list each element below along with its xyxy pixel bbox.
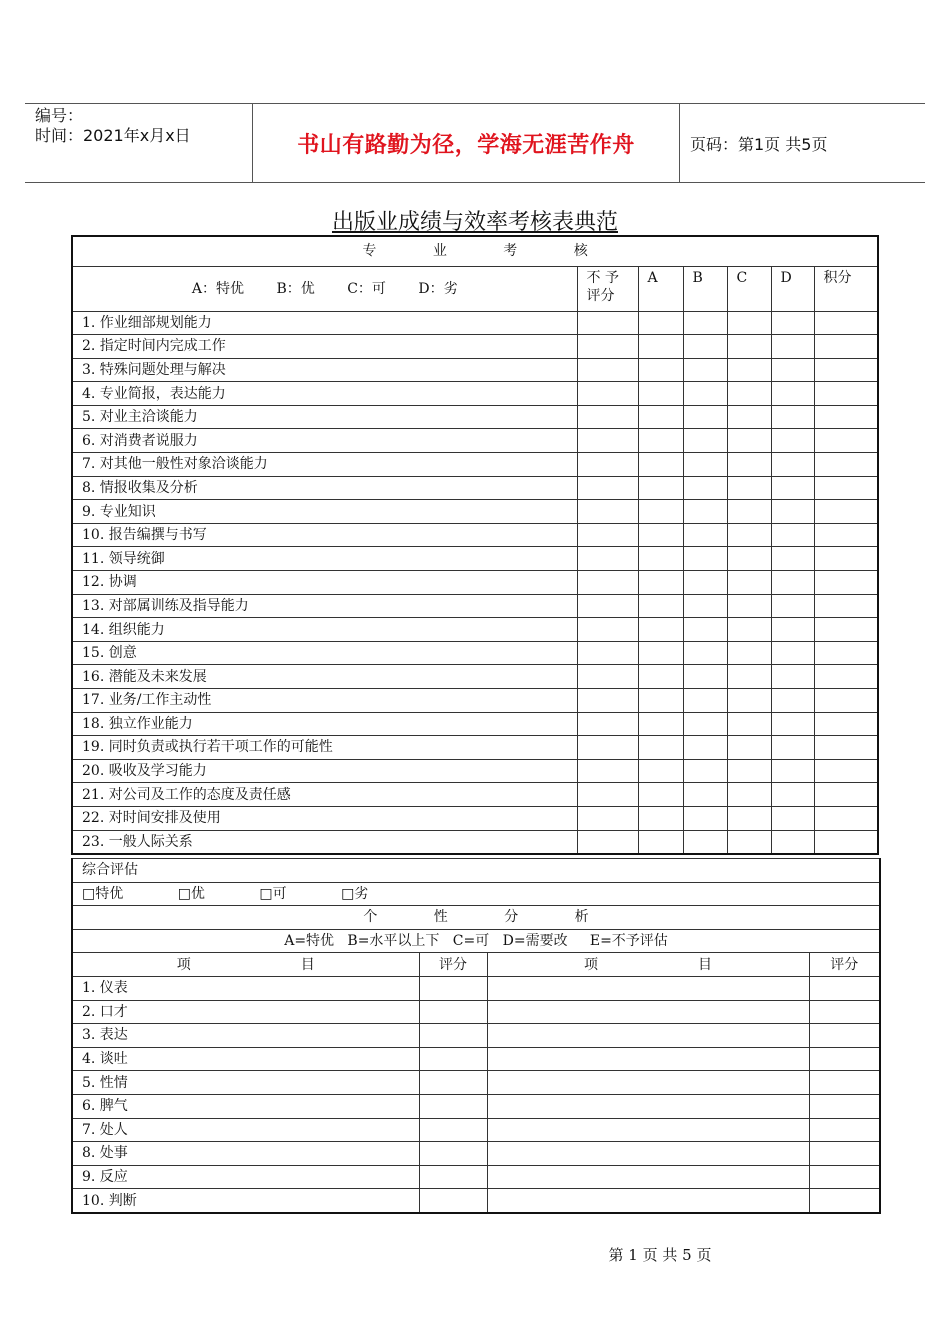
score-cell-c[interactable] (727, 618, 771, 642)
criterion-label: 17. 业务/工作主动性 (72, 689, 577, 713)
score-cell-d[interactable] (771, 759, 814, 783)
score-cell-b[interactable] (683, 618, 727, 642)
score-cell-c[interactable] (727, 500, 771, 524)
score-cell-c[interactable] (727, 476, 771, 500)
motto: 书山有路勤为径，学海无涯苦作舟 (253, 104, 680, 182)
table-row (72, 523, 878, 547)
personality-section-title: 个 性 分 析 (72, 906, 880, 930)
table-row (72, 476, 878, 500)
score-cell-c[interactable] (727, 759, 771, 783)
score-cell-c[interactable] (727, 523, 771, 547)
score-cell-c[interactable] (727, 311, 771, 335)
table-row (72, 335, 878, 359)
page-info: 页码：第1页 共5页 (690, 134, 828, 154)
score-cell-total[interactable] (814, 594, 878, 618)
score-cell-a[interactable] (638, 806, 683, 830)
score-cell-d[interactable] (771, 358, 814, 382)
score-cell-b[interactable] (683, 759, 727, 783)
score-cell-b[interactable] (683, 358, 727, 382)
score-cell-no-score[interactable] (577, 358, 638, 382)
score-cell-b[interactable] (683, 311, 727, 335)
score-cell-c[interactable] (727, 736, 771, 760)
cell-item-right[interactable] (487, 1047, 809, 1071)
cell-score-right[interactable] (809, 1071, 880, 1095)
score-cell-d[interactable] (771, 712, 814, 736)
trait-label: 6. 脾气 (72, 1094, 419, 1118)
score-cell-c[interactable] (727, 806, 771, 830)
score-cell-b[interactable] (683, 405, 727, 429)
score-cell-a[interactable] (638, 382, 683, 406)
criterion-label: 8. 情报收集及分析 (72, 476, 577, 500)
trait-label: 2. 口才 (72, 1000, 419, 1024)
score-cell-total[interactable] (814, 335, 878, 359)
cell-item-right[interactable] (487, 1024, 809, 1048)
cell-score-right[interactable] (809, 1024, 880, 1048)
cell-item-right[interactable] (487, 976, 809, 1000)
score-cell-no-score[interactable] (577, 830, 638, 854)
cell-score-left[interactable] (419, 1071, 487, 1095)
score-cell-b[interactable] (683, 382, 727, 406)
score-cell-no-score[interactable] (577, 594, 638, 618)
table-row (72, 547, 878, 571)
score-cell-a[interactable] (638, 759, 683, 783)
score-cell-b[interactable] (683, 500, 727, 524)
score-cell-b[interactable] (683, 712, 727, 736)
cell-score-left[interactable] (419, 1094, 487, 1118)
score-cell-no-score[interactable] (577, 382, 638, 406)
overall-evaluation-options (72, 882, 880, 906)
score-cell-no-score[interactable] (577, 335, 638, 359)
table-row (72, 830, 878, 854)
score-cell-a[interactable] (638, 311, 683, 335)
table-row (72, 405, 878, 429)
score-cell-d[interactable] (771, 618, 814, 642)
cell-score-right[interactable] (809, 1000, 880, 1024)
cell-item-right[interactable] (487, 1142, 809, 1166)
score-cell-total[interactable] (814, 547, 878, 571)
table-row (72, 571, 878, 595)
score-cell-total[interactable] (814, 641, 878, 665)
score-cell-d[interactable] (771, 429, 814, 453)
score-cell-total[interactable] (814, 311, 878, 335)
score-cell-total[interactable] (814, 806, 878, 830)
cell-score-right[interactable] (809, 976, 880, 1000)
score-cell-no-score[interactable] (577, 736, 638, 760)
score-cell-no-score[interactable] (577, 523, 638, 547)
cell-item-right[interactable] (487, 1094, 809, 1118)
criterion-label: 11. 领导统御 (72, 547, 577, 571)
score-cell-a[interactable] (638, 830, 683, 854)
score-cell-b[interactable] (683, 523, 727, 547)
score-cell-total[interactable] (814, 523, 878, 547)
criterion-label: 20. 吸收及学习能力 (72, 759, 577, 783)
score-cell-a[interactable] (638, 476, 683, 500)
score-cell-total[interactable] (814, 571, 878, 595)
score-cell-a[interactable] (638, 547, 683, 571)
criterion-label: 14. 组织能力 (72, 618, 577, 642)
table-row (72, 759, 878, 783)
score-cell-b[interactable] (683, 806, 727, 830)
criterion-label: 15. 创意 (72, 641, 577, 665)
score-cell-b[interactable] (683, 736, 727, 760)
score-cell-total[interactable] (814, 830, 878, 854)
time-label: 时间：2021年x月x日 (35, 126, 191, 145)
table-row (72, 382, 878, 406)
score-cell-b[interactable] (683, 571, 727, 595)
professional-grade-legend: A：特优 B：优 C：可 D：劣 (72, 266, 577, 311)
score-cell-no-score[interactable] (577, 641, 638, 665)
criterion-label: 19. 同时负责或执行若干项工作的可能性 (72, 736, 577, 760)
personality-grade-legend: A=特优 B=水平以上下 C=可 D=需要改 E=不予评估 (72, 929, 880, 953)
cell-item-right[interactable] (487, 1071, 809, 1095)
score-cell-c[interactable] (727, 547, 771, 571)
score-cell-d[interactable] (771, 311, 814, 335)
checkbox-good[interactable]: □优 (177, 885, 205, 902)
col-header-no-score: 不 予 评分 (577, 266, 638, 311)
cell-item-right[interactable] (487, 1165, 809, 1189)
criterion-label: 13. 对部属训练及指导能力 (72, 594, 577, 618)
trait-label: 3. 表达 (72, 1024, 419, 1048)
score-cell-c[interactable] (727, 594, 771, 618)
table-row (72, 358, 878, 382)
document-title (0, 205, 950, 236)
criterion-label: 10. 报告编撰与书写 (72, 523, 577, 547)
cell-score-right[interactable] (809, 1094, 880, 1118)
score-cell-total[interactable] (814, 476, 878, 500)
criterion-label: 6. 对消费者说服力 (72, 429, 577, 453)
score-cell-a[interactable] (638, 783, 683, 807)
score-cell-d[interactable] (771, 500, 814, 524)
trait-label: 10. 判断 (72, 1189, 419, 1213)
score-cell-b[interactable] (683, 689, 727, 713)
cell-score-left[interactable] (419, 1142, 487, 1166)
score-cell-a[interactable] (638, 335, 683, 359)
score-cell-total[interactable] (814, 759, 878, 783)
col-header-c: C (727, 266, 771, 311)
score-cell-total[interactable] (814, 429, 878, 453)
score-cell-d[interactable] (771, 547, 814, 571)
col-header-item-left: 项 目 (72, 953, 419, 977)
score-cell-a[interactable] (638, 736, 683, 760)
number-label: 编号： (35, 106, 84, 125)
score-cell-no-score[interactable] (577, 783, 638, 807)
cell-score-left[interactable] (419, 1047, 487, 1071)
score-cell-a[interactable] (638, 571, 683, 595)
score-cell-no-score[interactable] (577, 618, 638, 642)
page-footer: 第 1 页 共 5 页 (608, 1246, 712, 1264)
score-cell-c[interactable] (727, 358, 771, 382)
score-cell-no-score[interactable] (577, 429, 638, 453)
score-cell-no-score[interactable] (577, 689, 638, 713)
score-cell-b[interactable] (683, 476, 727, 500)
criterion-label: 4. 专业简报，表达能力 (72, 382, 577, 406)
score-cell-total[interactable] (814, 712, 878, 736)
score-cell-c[interactable] (727, 830, 771, 854)
score-cell-no-score[interactable] (577, 759, 638, 783)
score-cell-a[interactable] (638, 594, 683, 618)
cell-score-right[interactable] (809, 1165, 880, 1189)
score-cell-no-score[interactable] (577, 453, 638, 477)
table-row (72, 594, 878, 618)
trait-label: 7. 处人 (72, 1118, 419, 1142)
score-cell-d[interactable] (771, 523, 814, 547)
score-cell-c[interactable] (727, 453, 771, 477)
score-cell-d[interactable] (771, 806, 814, 830)
table-row (72, 1165, 880, 1189)
criterion-label: 12. 协调 (72, 571, 577, 595)
score-cell-b[interactable] (683, 665, 727, 689)
table-row (72, 1189, 880, 1213)
trait-label: 1. 仪表 (72, 976, 419, 1000)
score-cell-a[interactable] (638, 712, 683, 736)
table-row (72, 1024, 880, 1048)
score-cell-d[interactable] (771, 594, 814, 618)
score-cell-no-score[interactable] (577, 547, 638, 571)
score-cell-c[interactable] (727, 429, 771, 453)
score-cell-c[interactable] (727, 712, 771, 736)
score-cell-a[interactable] (638, 453, 683, 477)
header-meta (25, 104, 253, 182)
cell-score-left[interactable] (419, 1118, 487, 1142)
checkbox-fair[interactable]: □可 (259, 885, 287, 902)
score-cell-no-score[interactable] (577, 405, 638, 429)
score-cell-c[interactable] (727, 689, 771, 713)
score-cell-total[interactable] (814, 382, 878, 406)
cell-score-left[interactable] (419, 1189, 487, 1213)
table-row (72, 1118, 880, 1142)
score-cell-c[interactable] (727, 405, 771, 429)
score-cell-c[interactable] (727, 665, 771, 689)
score-cell-d[interactable] (771, 476, 814, 500)
score-cell-a[interactable] (638, 358, 683, 382)
score-cell-total[interactable] (814, 736, 878, 760)
checkbox-poor[interactable]: □劣 (341, 885, 369, 902)
cell-score-left[interactable] (419, 976, 487, 1000)
criterion-label: 5. 对业主洽谈能力 (72, 405, 577, 429)
score-cell-total[interactable] (814, 783, 878, 807)
cell-score-right[interactable] (809, 1118, 880, 1142)
criterion-label: 18. 独立作业能力 (72, 712, 577, 736)
score-cell-d[interactable] (771, 405, 814, 429)
score-cell-b[interactable] (683, 830, 727, 854)
score-cell-c[interactable] (727, 382, 771, 406)
score-cell-a[interactable] (638, 665, 683, 689)
score-cell-total[interactable] (814, 453, 878, 477)
score-cell-no-score[interactable] (577, 806, 638, 830)
table-row (72, 500, 878, 524)
score-cell-a[interactable] (638, 429, 683, 453)
score-cell-d[interactable] (771, 382, 814, 406)
trait-label: 8. 处事 (72, 1142, 419, 1166)
cell-score-right[interactable] (809, 1189, 880, 1213)
score-cell-total[interactable] (814, 500, 878, 524)
score-cell-a[interactable] (638, 618, 683, 642)
professional-section-title: 专 业 考 核 (72, 236, 878, 266)
score-cell-d[interactable] (771, 689, 814, 713)
score-cell-total[interactable] (814, 618, 878, 642)
col-header-total: 积分 (814, 266, 878, 311)
score-cell-a[interactable] (638, 689, 683, 713)
col-header-b: B (683, 266, 727, 311)
score-cell-no-score[interactable] (577, 571, 638, 595)
table-row (72, 736, 878, 760)
col-header-item-right: 项 目 (487, 953, 809, 977)
score-cell-b[interactable] (683, 453, 727, 477)
table-row (72, 1071, 880, 1095)
score-cell-total[interactable] (814, 358, 878, 382)
table-row (72, 1094, 880, 1118)
score-cell-a[interactable] (638, 523, 683, 547)
table-row (72, 453, 878, 477)
score-cell-a[interactable] (638, 500, 683, 524)
table-row (72, 712, 878, 736)
cell-item-right[interactable] (487, 1000, 809, 1024)
score-cell-no-score[interactable] (577, 712, 638, 736)
score-cell-b[interactable] (683, 547, 727, 571)
score-cell-c[interactable] (727, 335, 771, 359)
cell-score-left[interactable] (419, 1024, 487, 1048)
trait-label: 5. 性情 (72, 1071, 419, 1095)
score-cell-total[interactable] (814, 689, 878, 713)
col-header-score-left: 评分 (419, 953, 487, 977)
score-cell-b[interactable] (683, 429, 727, 453)
score-cell-d[interactable] (771, 665, 814, 689)
score-cell-c[interactable] (727, 571, 771, 595)
table-row (72, 1000, 880, 1024)
col-header-score-right: 评分 (809, 953, 880, 977)
score-cell-c[interactable] (727, 783, 771, 807)
score-cell-no-score[interactable] (577, 311, 638, 335)
score-cell-d[interactable] (771, 453, 814, 477)
cell-item-right[interactable] (487, 1118, 809, 1142)
table-row (72, 311, 878, 335)
score-cell-d[interactable] (771, 641, 814, 665)
score-cell-d[interactable] (771, 830, 814, 854)
table-row (72, 1142, 880, 1166)
personality-analysis-table (71, 858, 881, 1214)
cell-score-right[interactable] (809, 1047, 880, 1071)
trait-label: 4. 谈吐 (72, 1047, 419, 1071)
score-cell-b[interactable] (683, 641, 727, 665)
cell-score-left[interactable] (419, 1000, 487, 1024)
criterion-label: 23. 一般人际关系 (72, 830, 577, 854)
criterion-label: 2. 指定时间内完成工作 (72, 335, 577, 359)
professional-assessment-table (71, 235, 879, 855)
score-cell-total[interactable] (814, 665, 878, 689)
criterion-label: 16. 潜能及未来发展 (72, 665, 577, 689)
table-row (72, 976, 880, 1000)
table-row (72, 665, 878, 689)
table-row (72, 689, 878, 713)
table-row (72, 1047, 880, 1071)
score-cell-a[interactable] (638, 641, 683, 665)
table-row (72, 806, 878, 830)
score-cell-b[interactable] (683, 335, 727, 359)
criterion-label: 22. 对时间安排及使用 (72, 806, 577, 830)
score-cell-d[interactable] (771, 571, 814, 595)
criterion-label: 9. 专业知识 (72, 500, 577, 524)
criterion-label: 1. 作业细部规划能力 (72, 311, 577, 335)
overall-evaluation-label: 综合评估 (72, 859, 880, 883)
score-cell-d[interactable] (771, 783, 814, 807)
trait-label: 9. 反应 (72, 1165, 419, 1189)
criterion-label: 7. 对其他一般性对象洽谈能力 (72, 453, 577, 477)
score-cell-d[interactable] (771, 736, 814, 760)
cell-item-right[interactable] (487, 1189, 809, 1213)
table-row (72, 429, 878, 453)
score-cell-total[interactable] (814, 405, 878, 429)
title-text: 出版业成绩与效率考核表典范 (331, 210, 618, 235)
col-header-d: D (771, 266, 814, 311)
table-row (72, 641, 878, 665)
score-cell-c[interactable] (727, 641, 771, 665)
score-cell-b[interactable] (683, 783, 727, 807)
criterion-label: 3. 特殊问题处理与解决 (72, 358, 577, 382)
score-cell-d[interactable] (771, 335, 814, 359)
cell-score-left[interactable] (419, 1165, 487, 1189)
checkbox-excellent[interactable]: □特优 (82, 885, 124, 902)
document-header (25, 103, 925, 183)
table-row (72, 783, 878, 807)
score-cell-no-score[interactable] (577, 665, 638, 689)
score-cell-a[interactable] (638, 405, 683, 429)
table-row (72, 618, 878, 642)
score-cell-b[interactable] (683, 594, 727, 618)
score-cell-no-score[interactable] (577, 500, 638, 524)
score-cell-no-score[interactable] (577, 476, 638, 500)
cell-score-right[interactable] (809, 1142, 880, 1166)
criterion-label: 21. 对公司及工作的态度及责任感 (72, 783, 577, 807)
col-header-a: A (638, 266, 683, 311)
